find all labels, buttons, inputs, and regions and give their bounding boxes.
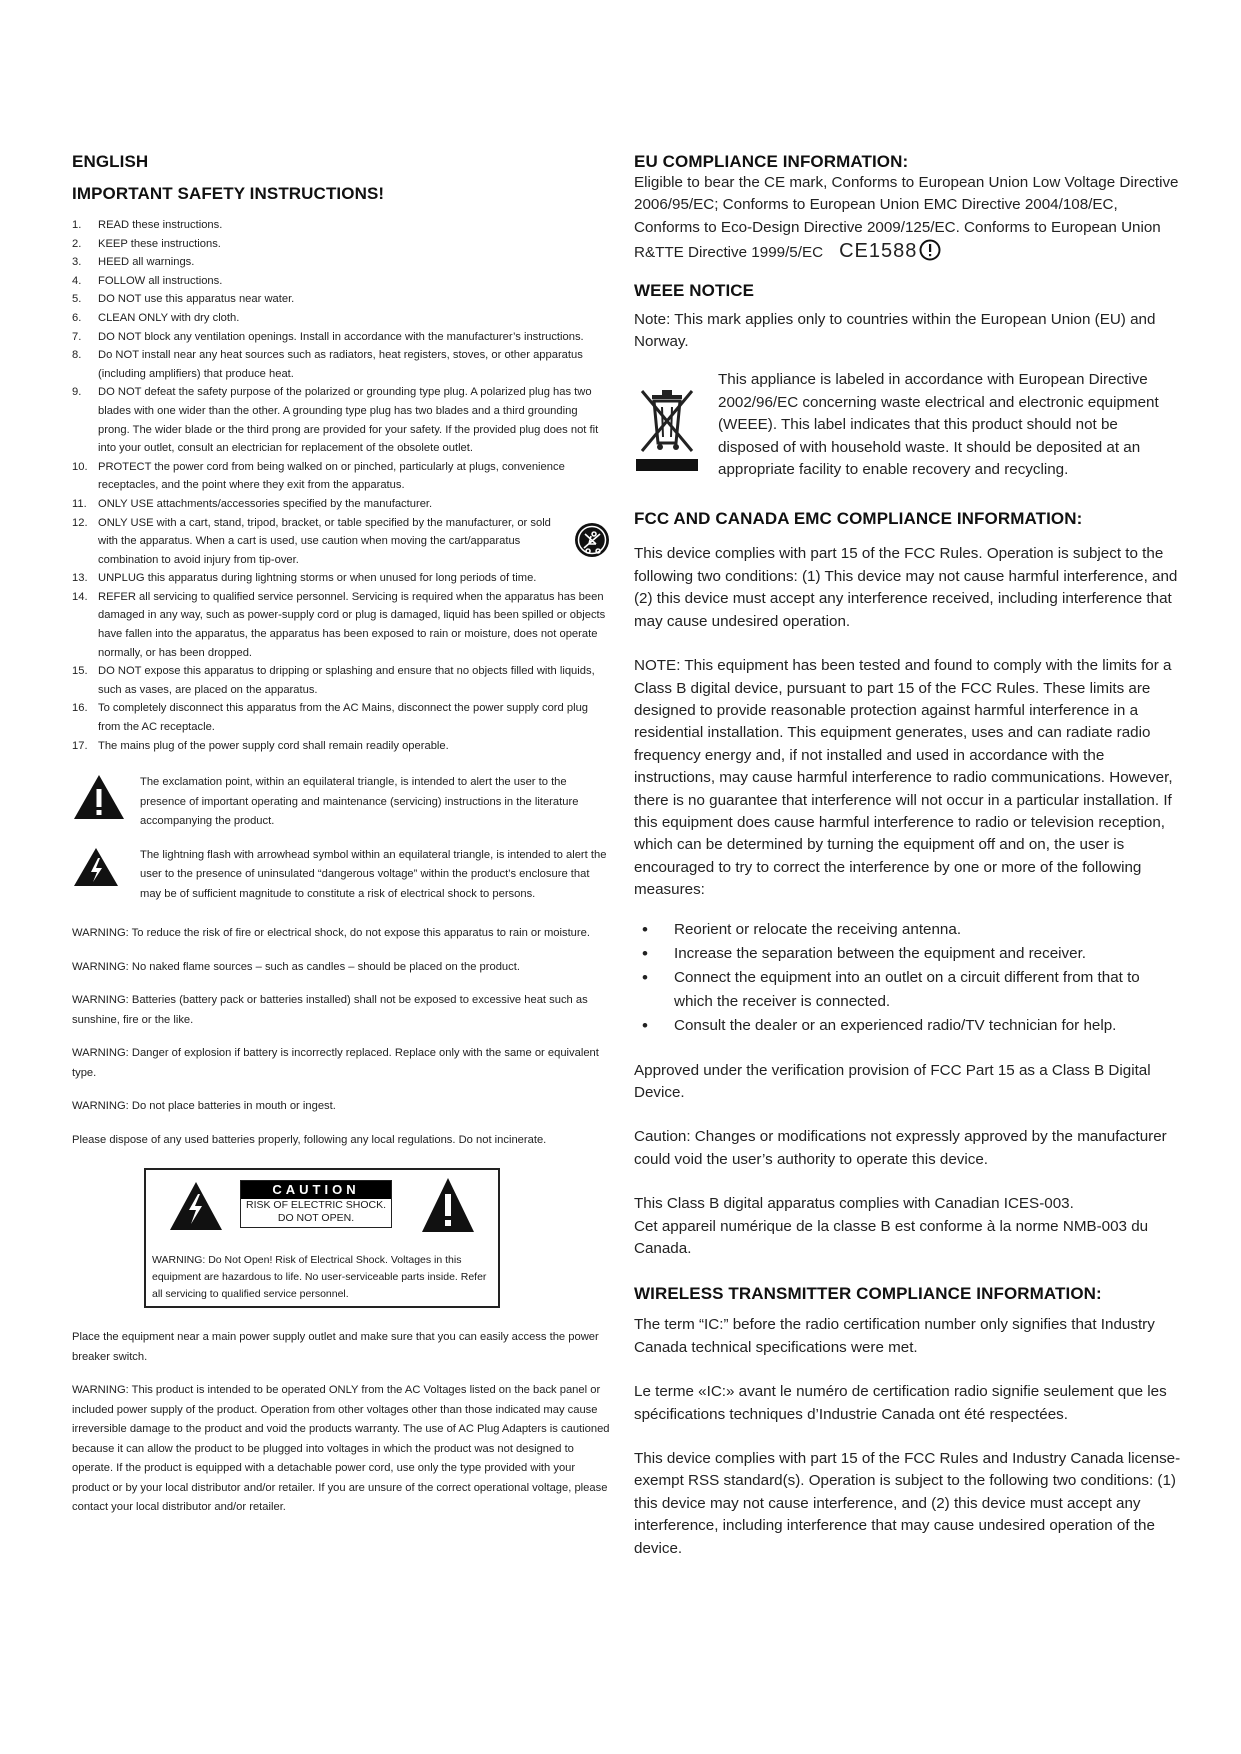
right-column [634, 152, 1182, 1560]
caution-title: CAUTION [241, 1181, 391, 1199]
list-item: 13. UNPLUG this apparatus during lightning storms or when unused for long periods of time. [72, 572, 537, 585]
weee-description: This appliance is labeled in accordance with European Directive 2002/96/EC concerning waste electrical and electronic equipment (WEEE). This label indicates that this product should not be disposed of with household waste. It should be deposited at an appropriate facility to enable recovery and recycling. [718, 371, 1159, 479]
list-item: 8. Do NOT install near any heat sources such as radiators, heat registers, stoves, or other apparatus (including amplifiers) that produce heat. [72, 349, 583, 380]
caution-line-1: RISK OF ELECTRIC SHOCK. [245, 1199, 387, 1212]
warning-battery-ingest: WARNING: Do not place batteries in mouth or ingest. [72, 1100, 336, 1113]
list-item: 4. FOLLOW all instructions. [72, 274, 223, 287]
weee-note: Note: This mark applies only to countries within the European Union (EU) and Norway. [634, 310, 1156, 351]
placement-note: Place the equipment near a main power supply outlet and make sure that you can easily access the power breaker switch. [72, 1331, 599, 1363]
fcc-approved: Approved under the verification provision of FCC Part 15 as a Class B Digital Device. [634, 1061, 1151, 1101]
list-item: 10. PROTECT the power cord from being walked on or pinched, particularly at plugs, convenience receptacles, and the point where they exit from the apparatus. [72, 460, 565, 492]
warning-battery-explosion: WARNING: Danger of explosion if battery is incorrectly replaced. Replace only with the same or equivalent type. [72, 1047, 599, 1079]
fcc-conditions: This device complies with part 15 of the FCC Rules. Operation is subject to the following two conditions: (1) This device may not cause harmful interference, and (2) this device must accept any interference received, including interference that may cause undesired operation. [634, 545, 1178, 630]
ices-english: This Class B digital apparatus complies with Canadian ICES-003. [634, 1195, 1074, 1213]
cart-tip-over-icon [574, 522, 610, 558]
wireless-ic-term: The term “IC:” before the radio certification number only signifies that Industry Canada technical specifications were met. [634, 1316, 1155, 1356]
list-item: 16. To completely disconnect this apparatus from the AC Mains, disconnect the power supply cord plug from the AC receptacle. [72, 702, 589, 734]
safety-heading: IMPORTANT SAFETY INSTRUCTIONS! [72, 184, 385, 203]
list-item: 3. HEED all warnings. [72, 256, 195, 269]
crossed-bin-icon [634, 381, 700, 473]
list-item: 17. The mains plug of the power supply cord shall remain readily operable. [72, 739, 449, 752]
exclamation-symbol-row [72, 773, 612, 832]
caution-inner-box [240, 1180, 392, 1228]
eu-compliance-heading: EU COMPLIANCE INFORMATION: [634, 152, 909, 171]
weee-row [634, 369, 1182, 481]
ce-mark-icon: CE1588 [839, 240, 918, 263]
warning-moisture: WARNING: To reduce the risk of fire or electrical shock, do not expose this apparatus to rain or moisture. [72, 927, 590, 940]
instruction-list [72, 216, 612, 755]
list-item: 6. CLEAN ONLY with dry cloth. [72, 311, 240, 324]
battery-disposal-note: Please dispose of any used batteries properly, following any local regulations. Do not incinerate. [72, 1133, 547, 1146]
exclamation-triangle-icon [420, 1176, 476, 1234]
list-item: • Connect the equipment into an outlet on a circuit different from that to which the receiver is connected. [634, 966, 1182, 1014]
list-item: 15. DO NOT expose this apparatus to dripping or splashing and ensure that no objects filled with liquids, such as vases, are placed on the apparatus. [72, 665, 595, 696]
list-item: • Reorient or relocate the receiving antenna. [634, 918, 1182, 942]
caution-warning-text: WARNING: Do Not Open! Risk of Electrical Shock. Voltages in this equipment are hazardous to life. No user-serviceable parts inside. Refer all servicing to qualified service personnel. [152, 1254, 487, 1301]
caution-line-2: DO NOT OPEN. [277, 1212, 355, 1225]
warning-voltage: WARNING: This product is intended to be operated ONLY from the AC Voltages listed on the back panel or included power supply of the product. Operation from other voltages other than those indicated may cause irreversible damage to the product and void the products warranty. The use of AC Plug Adapters is cautioned because it can allow the product to be plugged into voltages in which the product was not designed to operate. If the product is equipped with a detachable power cord, use only the type provided with your product or by your local distributor and/or retailer. If you are unsure of the correct operational voltage, please contact your local distributor and/or retailer. [72, 1384, 610, 1514]
list-item: 14. REFER all servicing to qualified service personnel. Servicing is required when the apparatus has been damaged in any way, such as power-supply cord or plug is damaged, liquid has been spilled or objects have fallen into the apparatus, the apparatus has been exposed to rain or moisture, does not operate normally, or has been dropped. [72, 590, 606, 659]
exclamation-description: The exclamation point, within an equilateral triangle, is intended to alert the user to the presence of important operating and maintenance (servicing) instructions in the literature accompanying the product. [140, 776, 579, 828]
fcc-measures-list [634, 918, 1182, 1038]
wireless-ic-term-fr: Le terme «IC:» avant le numéro de certification radio signifie seulement que les spécifications techniques d’Industrie Canada ont été respectées. [634, 1383, 1167, 1423]
lightning-description: The lightning flash with arrowhead symbol within an equilateral triangle, is intended to alert the user to the presence of uninsulated “dangerous voltage” within the product’s enclosure that may be of sufficient magnitude to constitute a risk of electrical shock to persons. [140, 848, 607, 900]
list-item: 11. ONLY USE attachments/accessories specified by the manufacturer. [72, 497, 433, 510]
list-item: 12. ONLY USE with a cart, stand, tripod, bracket, or table specified by the manufacturer, or sold with the apparatus. When a cart is used, use caution when moving the cart/apparatus combination to avoid injury from tip-over. [72, 514, 612, 570]
weee-heading: WEEE NOTICE [634, 280, 755, 300]
alert-circle-icon [919, 239, 941, 261]
lightning-symbol-row [72, 846, 612, 905]
language-heading: ENGLISH [72, 152, 149, 171]
list-item: 7. DO NOT block any ventilation openings. Install in accordance with the manufacturer’s instructions. [72, 330, 584, 343]
fcc-caution: Caution: Changes or modifications not expressly approved by the manufacturer could void the user’s authority to operate this device. [634, 1128, 1167, 1168]
warning-battery-heat: WARNING: Batteries (battery pack or batteries installed) shall not be exposed to excessive heat such as sunshine, fire or the like. [72, 994, 588, 1026]
list-item: • Increase the separation between the equipment and receiver. [634, 942, 1182, 966]
wireless-heading: WIRELESS TRANSMITTER COMPLIANCE INFORMATION: [634, 1284, 1102, 1304]
wireless-rss-compliance: This device complies with part 15 of the FCC Rules and Industry Canada license-exempt RSS standard(s). Operation is subject to the following two conditions: (1) this device may not cause interference, and (2) this device must accept any interference, including interference that may cause undesired operation of the device. [634, 1450, 1181, 1557]
list-item: 2. KEEP these instructions. [72, 237, 221, 250]
list-item: 1. READ these instructions. [72, 219, 223, 231]
warning-flame: WARNING: No naked flame sources – such as candles – should be placed on the product. [72, 960, 520, 973]
list-item: 5. DO NOT use this apparatus near water. [72, 293, 295, 306]
fcc-note: NOTE: This equipment has been tested and found to comply with the limits for a Class B digital device, pursuant to part 15 of the FCC Rules. These limits are designed to provide reasonable protection against harmful interference in a residential installation. This equipment generates, uses and can radiate radio frequency energy and, if not installed and used in accordance with the instructions, may cause harmful interference to radio communications. However, there is no guarantee that interference will not occur in a particular installation. If this equipment does cause harmful interference to radio or television reception, which can be determined by turning the equipment off and on, the user is encouraged to try to correct the interference by one or more of the following measures: [634, 657, 1173, 899]
fcc-heading: FCC AND CANADA EMC COMPLIANCE INFORMATION: [634, 509, 1083, 529]
exclamation-triangle-icon [72, 773, 126, 821]
eu-compliance-text: Eligible to bear the CE mark, Conforms to European Union Low Voltage Directive 2006/95/EC; Conforms to European Union EMC Directive 2004/108/EC, Conforms to Eco-Design Directive 2009/125/EC. Conforms to European Union R&TTE Directive 1999/5/EC CE1588 [634, 174, 1179, 263]
list-item: 9. DO NOT defeat the safety purpose of the polarized or grounding type plug. A polarized plug has two blades with one wider than the other. A grounding type plug has two blades and a third grounding prong. The wider blade or the third prong are provided for your safety. If the provided plug does not fit into your outlet, consult an electrician for replacement of the obsolete outlet. [72, 386, 599, 455]
caution-label [144, 1168, 500, 1308]
left-column [72, 152, 612, 1518]
ices-french: Cet appareil numérique de la classe B est conforme à la norme NMB-003 du Canada. [634, 1217, 1149, 1257]
lightning-triangle-icon [72, 846, 120, 888]
list-item: • Consult the dealer or an experienced radio/TV technician for help. [634, 1014, 1182, 1038]
lightning-triangle-icon [168, 1180, 224, 1232]
